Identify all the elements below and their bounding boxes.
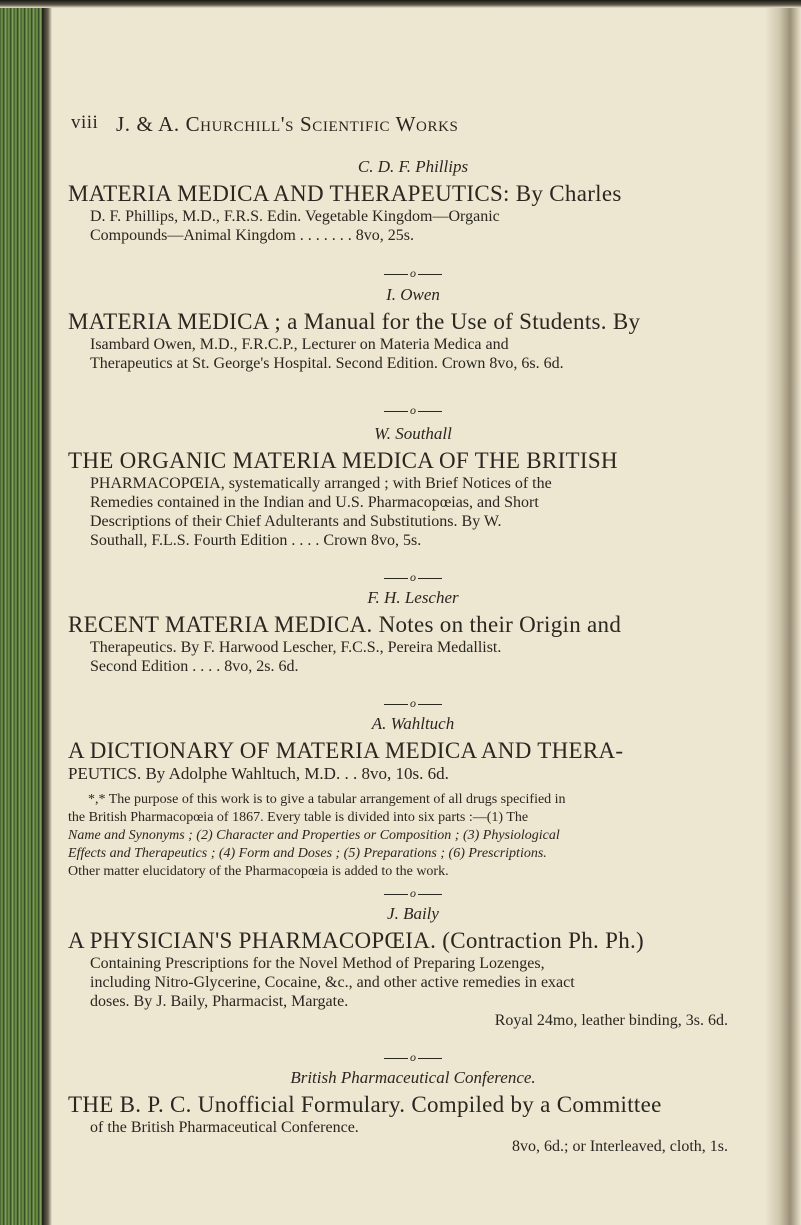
- entry-title: A PHYSICIAN'S PHARMACOPŒIA. (Contraction Ph. Ph.): [68, 928, 645, 953]
- separator: o: [68, 403, 758, 418]
- entry-author: C. D. F. Phillips: [357, 157, 469, 176]
- entry-line: Descriptions of their Chief Adulterants and Substitutions. By W.: [90, 513, 502, 530]
- entry-title: A DICTIONARY OF MATERIA MEDICA AND THERA-: [68, 738, 624, 763]
- separator: o: [68, 696, 758, 711]
- entry-line: Isambard Owen, M.D., F.R.C.P., Lecturer on Materia Medica and: [90, 336, 509, 353]
- entry-note-line: Other matter elucidatory of the Pharmacopœia is added to the work.: [68, 864, 449, 879]
- entry-line: PEUTICS. By Adolphe Wahltuch, M.D. . . 8vo, 10s. 6d.: [68, 764, 449, 783]
- gutter-shadow: [42, 0, 52, 1225]
- entry-line: Southall, F.L.S. Fourth Edition . . . . Crown 8vo, 5s.: [90, 532, 422, 549]
- page: [68, 0, 758, 1225]
- entry-note-line: Effects and Therapeutics ; (4) Form and Doses ; (5) Preparations ; (6) Prescriptions.: [68, 846, 547, 861]
- entry-note-line: *,* The purpose of this work is to give a tabular arrangement of all drugs specified in: [88, 792, 566, 807]
- entry-phillips: [68, 157, 758, 245]
- entry-author: A. Wahltuch: [371, 714, 455, 733]
- entry-owen: [68, 285, 758, 373]
- entry-bpc: [68, 1068, 758, 1156]
- entry-lescher: [68, 588, 758, 676]
- entry-line: Second Edition . . . . 8vo, 2s. 6d.: [90, 658, 299, 675]
- entry-line: doses. By J. Baily, Pharmacist, Margate.: [90, 993, 349, 1010]
- separator: o: [68, 886, 758, 901]
- entry-line: of the British Pharmaceutical Conference.: [90, 1119, 359, 1136]
- entry-title: RECENT MATERIA MEDICA. Notes on their Origin and: [68, 612, 622, 637]
- page-edge: [765, 0, 801, 1225]
- entry-line: Therapeutics. By F. Harwood Lescher, F.C.S., Pereira Medallist.: [90, 639, 502, 656]
- entry-line: D. F. Phillips, M.D., F.R.S. Edin. Vegetable Kingdom—Organic: [90, 208, 500, 225]
- entry-title: THE ORGANIC MATERIA MEDICA OF THE BRITISH: [68, 448, 618, 473]
- entry-author: British Pharmaceutical Conference.: [290, 1068, 536, 1087]
- book-spine: [0, 0, 42, 1225]
- entry-author: W. Southall: [374, 424, 452, 443]
- entry-author: J. Baily: [387, 904, 439, 923]
- separator: o: [68, 266, 758, 281]
- entry-title: MATERIA MEDICA ; a Manual for the Use of Students. By: [68, 309, 641, 334]
- entry-note-line: the British Pharmacopœia of 1867. Every table is divided into six parts :—(1) The: [68, 810, 529, 825]
- entry-title: THE B. P. C. Unofficial Formulary. Compiled by a Committee: [68, 1092, 662, 1117]
- entry-line: 8vo, 6d.; or Interleaved, cloth, 1s.: [512, 1138, 728, 1155]
- entry-line: Remedies contained in the Indian and U.S. Pharmacopœias, and Short: [90, 494, 539, 511]
- entry-line: Royal 24mo, leather binding, 3s. 6d.: [494, 1012, 728, 1029]
- entry-line: including Nitro-Glycerine, Cocaine, &c., and other active remedies in exact: [90, 974, 575, 991]
- entry-author: I. Owen: [386, 285, 440, 304]
- entry-title: MATERIA MEDICA AND THERAPEUTICS: By Charles: [68, 181, 622, 206]
- entry-southall: [68, 424, 758, 550]
- entry-line: Therapeutics at St. George's Hospital. Second Edition. Crown 8vo, 6s. 6d.: [90, 355, 564, 372]
- separator: o: [68, 1050, 758, 1065]
- page-header: [68, 112, 758, 140]
- page-number: viii: [71, 112, 99, 133]
- entry-wahltuch: [68, 714, 758, 881]
- running-head: J. & A. Churchill's Scientific Works: [116, 112, 459, 136]
- entry-author: F. H. Lescher: [367, 588, 459, 607]
- entry-baily: [68, 904, 758, 1030]
- separator: o: [68, 570, 758, 585]
- entry-note-line: Name and Synonyms ; (2) Character and Properties or Composition ; (3) Physiological: [68, 828, 560, 843]
- entry-line: Containing Prescriptions for the Novel Method of Preparing Lozenges,: [90, 955, 545, 972]
- entry-line: PHARMACOPŒIA, systematically arranged ; with Brief Notices of the: [90, 475, 552, 492]
- entry-line: Compounds—Animal Kingdom . . . . . . . 8vo, 25s.: [90, 227, 415, 244]
